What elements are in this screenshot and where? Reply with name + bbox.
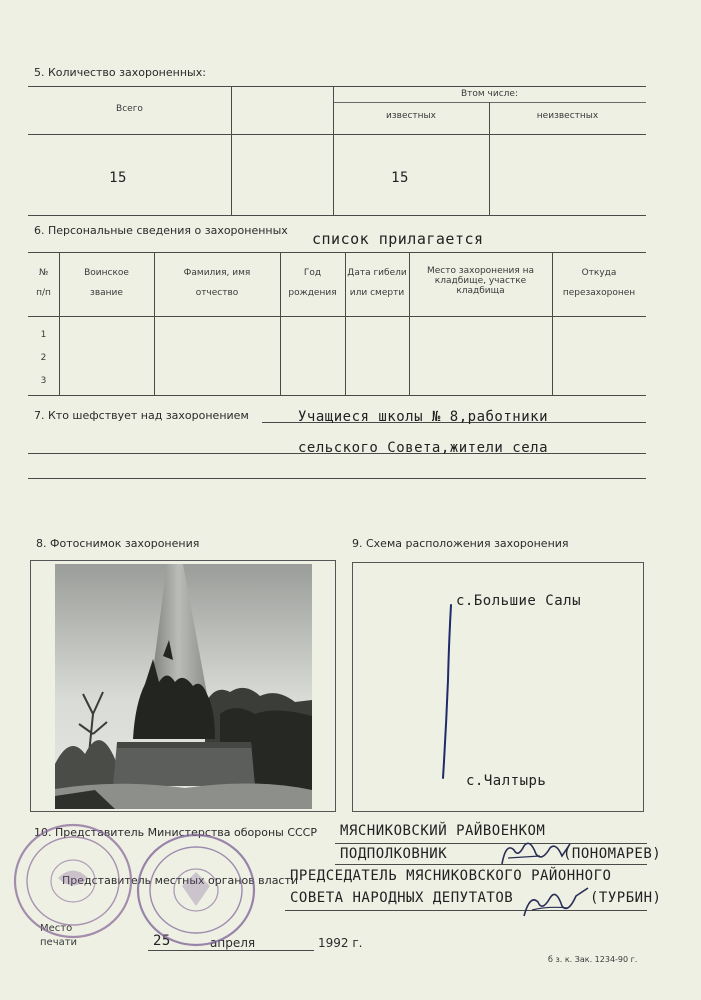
s6-h-birth: Год рождения [288, 268, 337, 298]
section9-title: 9. Схема расположения захоронения [352, 537, 569, 550]
section10-title: 10. Представитель Министерства обороны СССР [34, 826, 317, 839]
date-day: 25 [153, 933, 171, 949]
scheme-bottom-place: с.Чалтырь [466, 773, 547, 789]
s5-vline-2 [333, 86, 334, 215]
s10-typed-line3: ПРЕДСЕДАТЕЛЬ МЯСНИКОВСКОГО РАЙОННОГО [290, 868, 612, 884]
memorial-photo [55, 564, 312, 809]
s7-line-3 [28, 478, 646, 479]
signature-1 [496, 836, 576, 872]
s5-vline-1 [231, 86, 232, 215]
s10-name1: (ПОНОМАРЕВ) [563, 846, 662, 862]
section5-title: 5. Количество захороненных: [34, 66, 206, 79]
s6-h-place: Место захоронения на кладбище, участке кладбища [426, 266, 535, 296]
s5-val-total: 15 [109, 170, 127, 186]
s5-bottom-line [28, 215, 646, 216]
s6-row-3: 3 [40, 376, 47, 386]
s6-h-name: Фамилия, имя отчество [183, 268, 251, 298]
s10-local-label: Представитель местных органов власти [62, 874, 299, 887]
s5-val-known: 15 [391, 170, 409, 186]
s5-col-unknown: неизвестных [536, 111, 599, 121]
official-seal-stamp-left [8, 818, 138, 944]
section7-title: 7. Кто шефствует над захоронением [34, 409, 249, 422]
section8-title: 8. Фотоснимок захоронения [36, 537, 200, 550]
memorial-photo-image [55, 564, 312, 809]
s10-line-2 [335, 864, 647, 865]
s6-h-num: № п/п [36, 268, 51, 298]
s10-name2: (ТУРБИН) [590, 890, 662, 906]
s6-h-death: Дата гибели или смерти [347, 268, 407, 298]
s10-line-1 [335, 843, 647, 844]
s6-h-rank: Воинское звание [84, 268, 129, 298]
section6-title: 6. Персональные сведения о захороненных [34, 224, 288, 237]
s6-bottom-line [28, 395, 646, 396]
s6-h-from: Откуда перезахоронен [562, 268, 636, 298]
s6-row-1: 1 [40, 330, 47, 340]
scheme-route-line [435, 600, 465, 785]
s5-col-known: известных [386, 111, 436, 121]
s5-header-bottom [28, 134, 646, 135]
s7-patrons-line2: сельского Совета,жители села [298, 440, 549, 456]
s6-row-2: 2 [40, 353, 47, 363]
date-year: 1992 г. [318, 936, 363, 950]
scheme-top-place: с.Большие Салы [456, 593, 582, 609]
s5-top-line [28, 86, 646, 87]
s6-top-line [28, 252, 646, 253]
s7-patrons-line1: Учащиеся школы № 8,работники [298, 409, 549, 425]
s10-typed-line1: МЯСНИКОВСКИЙ РАЙВОЕНКОМ [340, 823, 546, 839]
s6-header-bottom [28, 316, 646, 317]
s6-typed-note: список прилагается [312, 230, 484, 248]
s10-typed-line4: СОВЕТА НАРОДНЫХ ДЕПУТАТОВ [290, 890, 514, 906]
s10-typed-line2: ПОДПОЛКОВНИК [340, 846, 448, 862]
footer-print-code: б з. к. Зак. 1234-90 г. [548, 955, 638, 964]
s5-col-including: Втом числе: [460, 89, 518, 99]
s10-seal-place: Место [40, 923, 73, 934]
s5-col-total: Всего [116, 104, 143, 114]
date-month: апреля [210, 936, 256, 950]
official-seal-stamp-right [132, 828, 260, 952]
signature-2 [518, 884, 594, 922]
s10-seal-word: печати [40, 937, 78, 948]
